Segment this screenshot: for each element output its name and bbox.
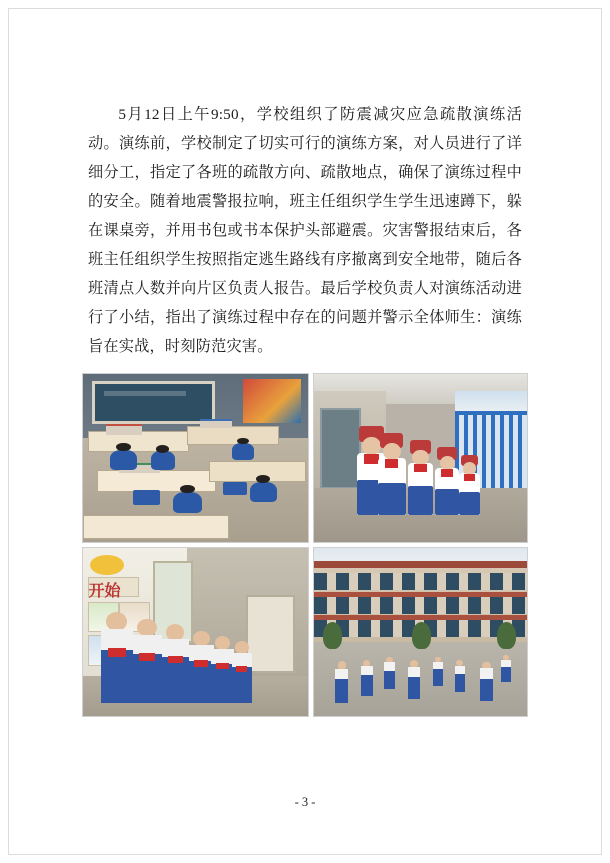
student-with-bag-on-head xyxy=(459,473,480,515)
student-under-desk xyxy=(151,451,176,469)
document-body xyxy=(88,100,522,361)
student-running xyxy=(335,662,348,702)
student-running xyxy=(384,657,395,689)
student-in-line xyxy=(133,622,162,703)
student-running xyxy=(501,656,511,683)
red-scarf xyxy=(385,459,398,468)
student-uniform xyxy=(162,657,189,702)
photo-classroom-duck-cover xyxy=(82,373,309,543)
student-under-desk xyxy=(110,450,137,470)
sky xyxy=(455,391,527,411)
student-under-desk xyxy=(173,492,202,514)
student-uniform xyxy=(361,675,373,695)
student-uniform xyxy=(455,674,466,693)
red-scarf xyxy=(414,464,426,472)
student-head xyxy=(412,450,428,466)
classroom-door xyxy=(320,408,360,489)
red-scarf xyxy=(364,454,378,464)
student-under-desk xyxy=(232,443,255,460)
student-uniform xyxy=(211,664,234,702)
student-head xyxy=(137,619,157,637)
red-scarf xyxy=(139,653,155,661)
photo-corridor-evacuation xyxy=(313,373,528,543)
red-scarf xyxy=(194,660,208,667)
student-in-line xyxy=(189,634,214,703)
body-paragraph: 5月12日上午9:50，学校组织了防震减灾应急疏散演练活动。演练前，学校制定了切实可行的演练方案，对人员进行了详细分工，指定了各班的疏散方向、疏散地点，确保了演练过程中的安全。随着地震警报拉响，班主任组织学生学生迅速蹲下，躲在课桌旁，并用书包或书本保护头部避震。灾害警报结束后，各班主任组织学生按照指定逃生路线有序撤离到安全地带，随后各班清点人数并向片区负责人报告。最后学校负责人对演练活动进行了小结，指出了演练过程中存在的问题并警示全体师生：演练旨在实战，时刻防范灾害。 xyxy=(88,106,522,355)
student-uniform xyxy=(232,667,252,702)
student-head xyxy=(362,437,381,456)
photo-schoolyard-assembly xyxy=(313,547,528,717)
red-scarf xyxy=(464,474,474,481)
sun-decoration-icon xyxy=(90,555,124,575)
student-running xyxy=(408,661,421,700)
student-running xyxy=(433,657,443,686)
student-uniform xyxy=(408,486,434,515)
student-in-line xyxy=(162,627,189,703)
photo-grid xyxy=(82,373,528,717)
student-uniform xyxy=(433,669,443,686)
student-uniform xyxy=(133,654,162,702)
student-in-line xyxy=(232,644,252,703)
student-in-line xyxy=(211,639,234,703)
roofline xyxy=(314,561,527,568)
photo-indoor-hallway-line xyxy=(82,547,309,717)
stool xyxy=(133,490,160,505)
student-uniform xyxy=(189,661,214,702)
window-row xyxy=(314,573,527,590)
wall-poster xyxy=(243,379,302,423)
student-head xyxy=(440,456,455,470)
tree xyxy=(323,622,342,649)
student-running xyxy=(361,661,373,696)
hallway-door xyxy=(246,595,295,673)
red-scarf xyxy=(108,648,126,657)
stacked-books xyxy=(200,419,232,428)
student-with-bag-on-head xyxy=(378,458,406,515)
student-with-bag-on-head xyxy=(435,468,458,515)
stacked-books xyxy=(106,424,142,434)
student-uniform xyxy=(435,489,458,515)
student-uniform xyxy=(459,492,480,516)
tree xyxy=(412,622,431,649)
student-uniform xyxy=(378,483,406,515)
student-head xyxy=(463,462,477,475)
student-in-line xyxy=(101,615,133,702)
wall-banner: 开始 xyxy=(88,577,140,597)
student-uniform xyxy=(501,667,511,683)
chalkboard xyxy=(92,381,215,424)
red-scarf xyxy=(216,663,229,669)
tree xyxy=(497,622,516,649)
red-scarf xyxy=(168,656,183,664)
stool xyxy=(223,482,248,495)
student-head xyxy=(106,612,127,631)
red-scarf xyxy=(441,469,452,477)
red-scarf xyxy=(236,666,247,672)
desk xyxy=(187,426,279,445)
student-running xyxy=(480,662,493,701)
student-head xyxy=(166,624,184,641)
student-with-bag-on-head xyxy=(408,463,434,515)
student-under-desk xyxy=(250,482,277,502)
student-head xyxy=(383,443,401,460)
window-row xyxy=(314,597,527,614)
student-uniform xyxy=(480,679,493,701)
desk xyxy=(83,515,229,539)
student-running xyxy=(455,661,466,693)
page-number: - 3 - xyxy=(294,795,316,809)
student-uniform xyxy=(101,650,133,702)
student-uniform xyxy=(408,677,421,699)
student-uniform xyxy=(335,679,348,702)
student-uniform xyxy=(384,671,395,690)
